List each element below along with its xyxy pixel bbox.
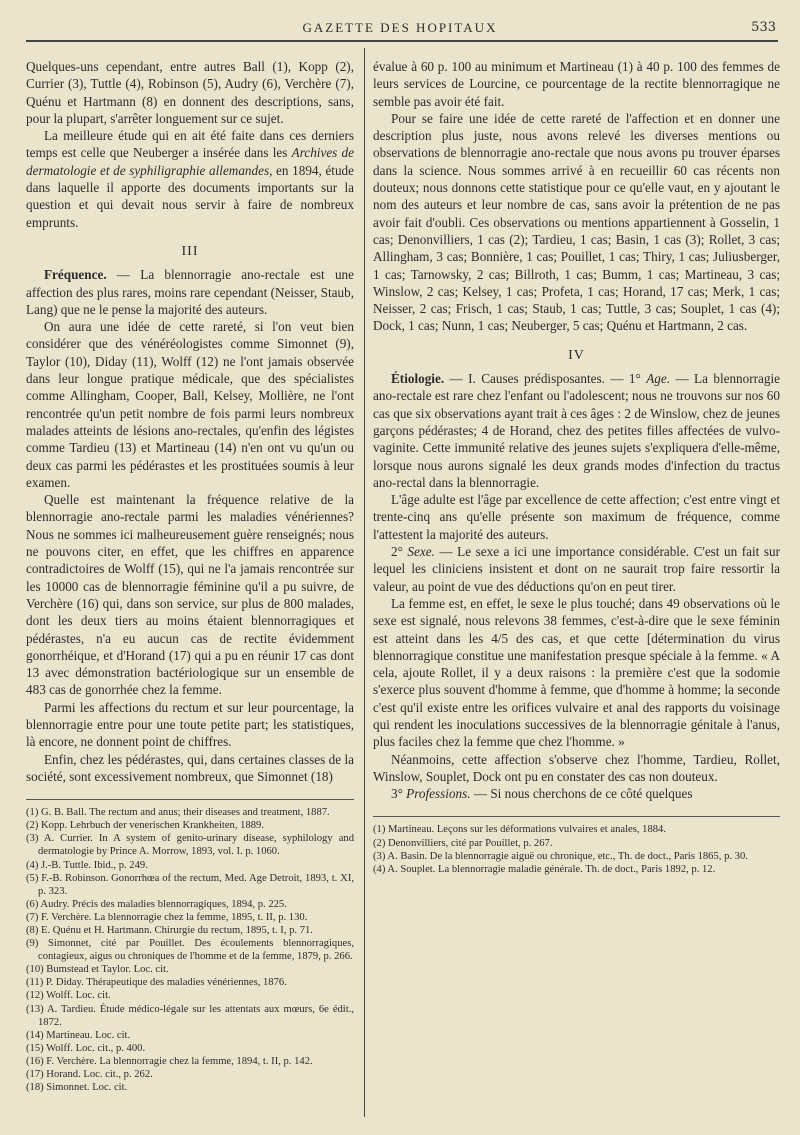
- left-column: [26, 58, 354, 1094]
- text-run: La meilleure étude qui en ait été faite dans ces derniers temps est celle que Neuberger a insérée dans les: [26, 128, 354, 161]
- footnote: (2) Kopp. Lehrbuch der venerischen Krankheiten, 1889.: [26, 820, 264, 832]
- section-lead: Fréquence.: [44, 267, 107, 283]
- paragraph: évalue à 60 p. 100 au minimum et Martineau (1) à 40 p. 100 des femmes de leurs services de Lourcine, ce pourcentage de la rectite blennorragique ne semble pas avoir été fait.: [373, 59, 780, 109]
- footnote: (10) Bumstead et Taylor. Loc. cit.: [26, 964, 169, 976]
- footnote: (4) J.-B. Tuttle. Ibid., p. 249.: [26, 859, 148, 871]
- footnote: (2) Denonvilliers, cité par Pouillet, p. 267.: [373, 837, 553, 849]
- footnote: (7) F. Verchère. La blennorragie chez la femme, 1895, t. II, p. 130.: [26, 911, 308, 923]
- footnote: (16) F. Verchère. La blennorragie chez la femme, 1894, t. II, p. 142.: [26, 1055, 313, 1067]
- footnotes: [373, 823, 780, 875]
- page-number: 533: [751, 20, 776, 35]
- footnotes: [26, 806, 354, 1094]
- footnote-rule: [26, 799, 354, 800]
- paragraph: [373, 785, 780, 802]
- right-column: [373, 58, 780, 876]
- footnote: (3) A. Basin. De la blennorragie aiguë ou chronique, etc., Th. de doct., Paris 1865, p. 30.: [373, 850, 748, 862]
- paragraph: Néanmoins, cette affection s'observe chez l'homme, Tardieu, Rollet, Winslow, Souplet, Dock ont pu en constater des cas non douteux.: [373, 751, 780, 784]
- text-run: 2°: [391, 544, 408, 560]
- footnote: (3) A. Currier. In A system of genito-urinary disease, syphilology and dermatologie by Prince A. Morrow, 1893, vol. I. p. 1060.: [26, 833, 354, 858]
- paragraph: [373, 370, 780, 491]
- text-run: 3°: [391, 786, 407, 802]
- text-run: — I. Causes prédisposantes. — 1°: [444, 371, 647, 387]
- footnote: (14) Martineau. Loc. cit.: [26, 1029, 131, 1041]
- journal-name: Archives de dermatologie et de syphiligraphie allemandes,: [26, 145, 354, 178]
- column-separator: [364, 48, 365, 1117]
- subheading: Professions.: [406, 786, 471, 802]
- paragraph: [373, 543, 780, 595]
- paragraph: [26, 127, 354, 231]
- footnote: (5) F.-B. Robinson. Gonorrhœa of the rectum, Med. Age Detroit, 1893, t. XI, p. 323.: [26, 872, 354, 897]
- text-run: — La blennorragie ano-rectale est une affection des plus rares, moins rare cependant (Neisser, Staub, Lang) que ne le pense la majorité des auteurs.: [26, 267, 354, 317]
- footnote: (6) Audry. Précis des maladies blennorragiques, 1894, p. 225.: [26, 898, 287, 910]
- paragraph: On aura une idée de cette rareté, si l'on veut bien considérer que des vénéréologistes comme Simonnet (9), Taylor (10), Diday (11), Wolff (12) ne l'ont jamais observée dans leur longue pratique médicale, que des spécialistes comme Allingham, Cooper, Ball, Kelsey, Mollière, ne l'ont rencontrée qu'un petit nombre de fois parmi leurs nombreux malades atteints de lésions ano-rectales, qu'enfin des légistes comme Tardieu (13) et Martineau (14) n'en ont vu qu'un ou deux cas parmi les pédérastes et les prostituées soumis à leur examen.: [26, 319, 354, 490]
- paragraph: La femme est, en effet, le sexe le plus touché; dans 49 observations où le sexe est signalé, nous relevons 38 femmes, c'est-à-dire que le sexe féminin est atteint dans les 4/5 des cas, et que cette [détermination du virus blennorragique constitue une manifestation presque spéciale à la femme. « A cela, ajoute Rollet, il y a deux raisons : la première c'est que la sodomie s'exerce plus souvent d'homme à femme, que d'homme à homme; la seconde c'est qu'il existe entre les orifices vulvaire et anal des rapports du voisinage qui rendent les inoculations successives de la blennorragie génitale à l'anus, plus faciles chez la femme que chez l'homme. »: [373, 595, 780, 750]
- footnote: (1) G. B. Ball. The rectum and anus; their diseases and treatment, 1887.: [26, 807, 330, 819]
- subheading: Age.: [646, 371, 671, 387]
- footnote: (17) Horand. Loc. cit., p. 262.: [26, 1069, 153, 1081]
- journal-title: GAZETTE DES HOPITAUX: [302, 20, 498, 35]
- paragraph: Parmi les affections du rectum et sur leur pourcentage, la blennorragie entre pour une toute petite part; les statistiques, là encore, ne donnent point de chiffres.: [26, 699, 354, 750]
- subheading: Sexe.: [407, 544, 435, 560]
- footnote: (11) P. Diday. Thérapeutique des maladies vénériennes, 1876.: [26, 977, 287, 989]
- text-run: en 1894, étude dans laquelle il apporte des documents importants sur la question et qui devait nous servir à faire de nombreux emprunts.: [26, 162, 355, 230]
- footnote: (9) Simonnet, cité par Pouillet. Des écoulements blennorragiques, contagieux, aigus ou chroniques de l'homme et de la femme, 1879, p. 266.: [26, 938, 354, 963]
- footnote: (4) A. Souplet. La blennorragie maladie générale. Th. de doct., Paris 1892, p. 12.: [373, 863, 716, 875]
- footnote-rule: [373, 816, 780, 817]
- header-rule: [26, 40, 778, 42]
- footnote: (12) Wolff. Loc. cit.: [26, 990, 111, 1002]
- paragraph: Quelques-uns cependant, entre autres Ball (1), Kopp (2), Currier (3), Tuttle (4), Robinson (5), Audry (6), Verchère (7), Quénu et Hartmann (8) en donnent des descriptions, sans, pour la plupart, s'arrêter longuement sur ce sujet.: [26, 59, 354, 126]
- footnote: (1) Martineau. Leçons sur les déformations vulvaires et anales, 1884.: [373, 824, 667, 836]
- text-run: — Le sexe a ici une importance considérable. C'est un fait sur lequel les cliniciens insistent et dont on ne saurait trop faire ressortir la valeur, au point de vue des déductions qu'on en peut tirer.: [373, 544, 780, 594]
- paragraph: Enfin, chez les pédérastes, qui, dans certaines classes de la société, sont excessivement nombreux, que Simonnet (18): [26, 751, 354, 784]
- section-number: III: [181, 243, 199, 259]
- paragraph: L'âge adulte est l'âge par excellence de cette affection; c'est entre vingt et trente-cinq ans qu'elle présente son maximum de fréquence, comme l'attestent la majorité des auteurs.: [373, 492, 780, 542]
- text-run: — La blennorragie ano-rectale est rare chez l'enfant ou l'adolescent; nous ne trouvons sur nos 60 cas que six observations ayant trait à ces âges : 2 de Winslow, chez de jeunes garçons pédérastes; 4 de Horand, chez des petites filles affectées de vulvo-vaginite. Cette immunité relative des jeunes sujets s'expliquera d'elle-même, lorsque nous aurons signalé les deux grands modes d'infection du tractus ano-rectal dans la blennorragie.: [373, 371, 780, 490]
- text-run: — Si nous cherchons de ce côté quelques: [470, 786, 693, 802]
- footnote: (18) Simonnet. Loc. cit.: [26, 1082, 128, 1094]
- section-number: IV: [568, 347, 585, 363]
- footnote: (13) A. Tardieu. Étude médico-légale sur les attentats aux mœurs, 6e édit., 1872.: [26, 1003, 354, 1028]
- paragraph: Quelle est maintenant la fréquence relative de la blennorragie ano-rectale parmi les maladies vénériennes? Nous ne sommes ici malheureusement guère renseignés; nous ne pouvons citer, en effet, que les chiffres en apparence contradictoires de Wolff (15), qui ne l'a jamais rencontrée sur les 10000 cas de blennorragie féminine qu'il a pu suivre, de Verchère (16) qui, dans son service, sur plus de 800 malades, dont les deux tiers au moins étaient blennorragiques et pédérastes, n'a eu aucun cas de rectite évidemment gonorrhéique, et d'Horand (17) qui a pu en réunir 17 cas dont 13 avec démonstration bactériologique sur un ensemble de 483 cas de gonorrhée chez la femme.: [26, 492, 354, 698]
- section-lead: Étiologie.: [391, 371, 445, 387]
- paragraph: Pour se faire une idée de cette rareté de l'affection et en donner une description plus juste, nous avons relevé les diverses mentions ou observations de blennorragie ano-rectale que nous avons pu trouver éparses dans la science. Nous sommes arrivé à en recueillir 60 cas récents non douteux; nous donnons cette statistique pour ce qu'elle vaut, en y ajoutant le nom des auteurs et leur nombre de cas, sans avoir la prétention de ne pas avoir fait d'oubli. Ces observations ou mentions appartiennent à Gosselin, 1 cas; Denonvilliers, 1 cas (2); Tardieu, 1 cas; Basin, 1 cas (3); Rollet, 3 cas; Allingham, 3 cas; Bonnière, 1 cas; Pouillet, 1 cas; Thiry, 1 cas; Juliusberger, 1 cas; Tarnowsky, 2 cas; Billroth, 1 cas; Bumm, 1 cas; Martineau, 3 cas; Winslow, 2 cas; Kelsey, 1 cas; Profeta, 1 cas; Horand, 17 cas; Merk, 1 cas; Neisser, 2 cas; Frisch, 1 cas; Staub, 1 cas; Tuttle, 3 cas; Souplet, 1 cas (4); Dock, 1 cas; Nunn, 1 cas; Neuberger, 5 cas; Quénu et Hartmann, 2 cas.: [373, 110, 780, 334]
- footnote: (15) Wolff. Loc. cit., p. 400.: [26, 1042, 146, 1054]
- paragraph: [26, 266, 354, 318]
- footnote: (8) E. Quénu et H. Hartmann. Chirurgie du rectum, 1895, t. I, p. 71.: [26, 925, 313, 937]
